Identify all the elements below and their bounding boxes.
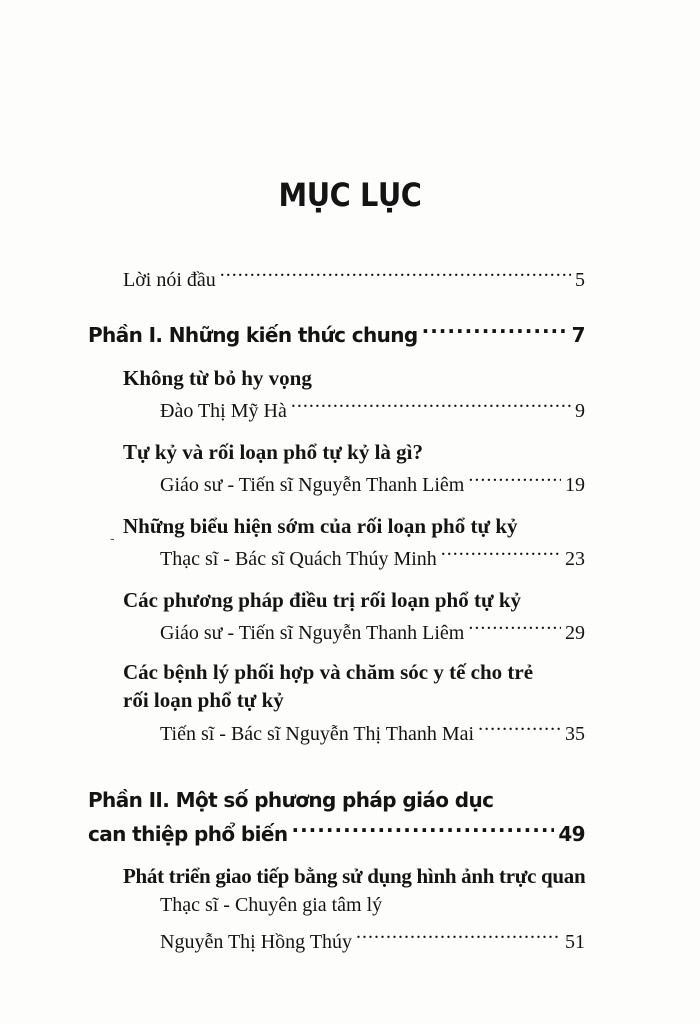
article-title: Các phương pháp điều trị rối loạn phổ tự kỷ	[123, 588, 522, 612]
article-title: Phát triển giao tiếp bằng sử dụng hình ảnh trực quan	[123, 864, 586, 888]
author-name: Tiến sĩ - Bác sĩ Nguyễn Thị Thanh Mai	[160, 723, 475, 745]
page-title: MỤC LỤC	[278, 176, 422, 214]
toc-page-number: 7	[571, 323, 585, 347]
dot-leader	[422, 318, 568, 342]
toc-part-1	[88, 318, 585, 347]
dot-leader	[468, 467, 561, 491]
toc-entry-author	[160, 716, 585, 746]
dot-leader	[478, 716, 561, 740]
toc-page-number: 51	[565, 931, 585, 953]
print-speck: -	[110, 530, 115, 546]
dot-leader	[468, 615, 561, 639]
toc-entry-label: Lời nói đầu	[123, 269, 216, 291]
author-title: Thạc sĩ - Chuyên gia tâm lý	[160, 894, 383, 916]
toc-entry-author	[160, 467, 585, 497]
toc-page-number: 49	[558, 822, 585, 846]
toc-page-number: 9	[575, 400, 585, 422]
toc-entry-author	[160, 924, 585, 954]
dot-leader	[220, 262, 571, 286]
article-title: Những biểu hiện sớm của rối loạn phổ tự kỷ	[123, 514, 518, 538]
toc-page-number: 35	[565, 723, 585, 745]
article-title: Tự kỷ và rối loạn phổ tự kỷ là gì?	[123, 440, 424, 464]
article-title-continued: rối loạn phổ tự kỷ	[123, 688, 284, 712]
part-heading: Phần II. Một số phương pháp giáo dục	[88, 788, 494, 812]
toc-page-number: 19	[565, 474, 585, 496]
article-title: Không từ bỏ hy vọng	[123, 366, 312, 390]
toc-entry-author	[160, 393, 585, 423]
author-name: Nguyễn Thị Hồng Thúy	[160, 931, 353, 953]
dot-leader	[441, 541, 561, 565]
part-heading-continued: can thiệp phổ biến	[88, 822, 288, 846]
author-name: Giáo sư - Tiến sĩ Nguyễn Thanh Liêm	[160, 622, 465, 644]
toc-page-number: 29	[565, 622, 585, 644]
toc-page-number: 23	[565, 548, 585, 570]
article-title: Các bệnh lý phối hợp và chăm sóc y tế cho trẻ	[123, 660, 534, 684]
toc-entry-author	[160, 615, 585, 645]
toc-part-2	[88, 817, 585, 846]
dot-leader	[356, 924, 561, 948]
author-name: Thạc sĩ - Bác sĩ Quách Thúy Minh	[160, 548, 437, 570]
toc-page-number: 5	[575, 269, 585, 291]
toc-entry-preface	[123, 262, 585, 292]
author-name: Giáo sư - Tiến sĩ Nguyễn Thanh Liêm	[160, 474, 465, 496]
dot-leader	[291, 393, 571, 417]
part-heading: Phần I. Những kiến thức chung	[88, 323, 418, 347]
dot-leader	[291, 817, 554, 841]
toc-entry-author	[160, 541, 585, 571]
author-name: Đào Thị Mỹ Hà	[160, 400, 287, 422]
